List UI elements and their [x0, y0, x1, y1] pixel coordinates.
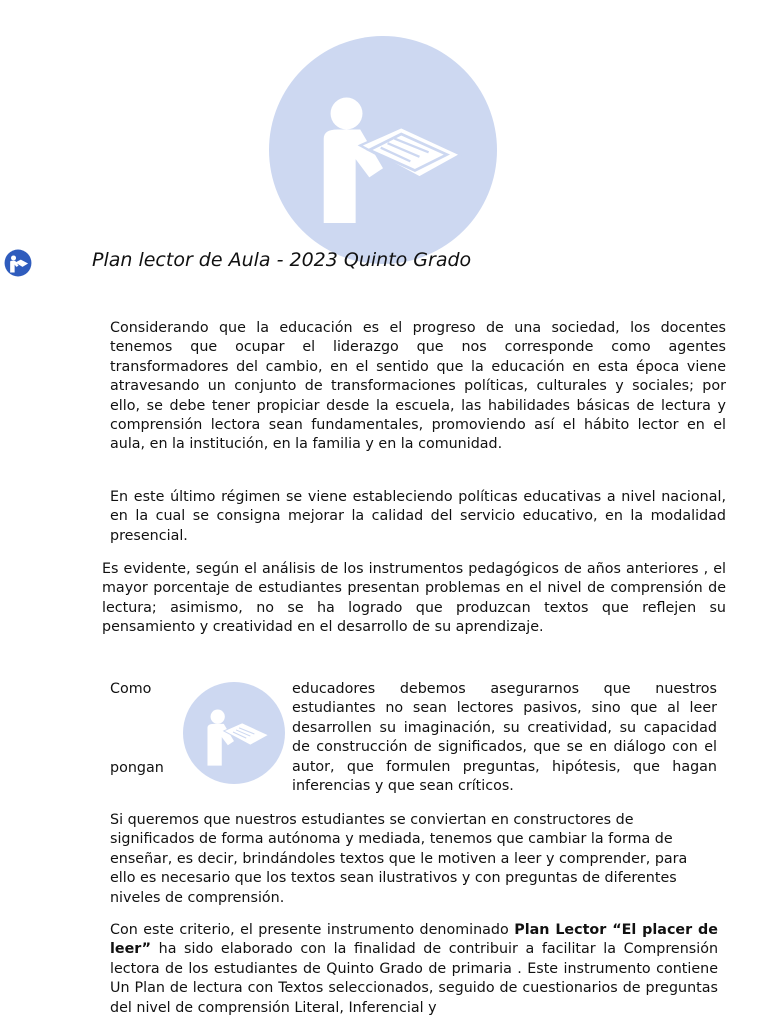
paragraph-1: Considerando que la educación es el progreso de una sociedad, los docentes tenemos que ocupar el liderazgo que nos corresponde como agentes transformadores del cambio, en el sentido que la educación en esta época viene atravesando un conjunto de transformaciones políticas, culturales y sociales; por ello, se debe tener propiciar desde la escuela, las habilidades básicas de lectura y comprensión lectora sean fundamentales, promoviendo así el hábito lector en el aula, en la institución, en la familia y en la comunidad.	[110, 320, 726, 453]
paragraph-3: Es evidente, según el análisis de los instrumentos pedagógicos de años anteriores , el mayor porcentaje de estudiantes presentan problemas en el nivel de comprensión de lectura; asimismo, no se ha logrado que produzcan textos que reflejen su pensamiento y creatividad en el desarrollo de su aprendizaje.	[102, 561, 726, 636]
wrap-left-word-top: Como	[110, 681, 152, 697]
reading-person-logo-icon	[269, 36, 497, 264]
paragraph-6-intro: Con este criterio, el presente instrumento denominado	[110, 922, 515, 938]
reading-person-small-icon	[3, 249, 33, 277]
reading-person-mid-icon	[183, 682, 285, 784]
paragraph-6-rest: ha sido elaborado con la finalidad de contribuir a facilitar la Comprensión lectora de los estudiantes de Quinto Grado de primaria . Este instrumento contiene Un Plan de lectura con Textos seleccionados, seguido de cuestionarios de preguntas del nivel de comprensión Literal, Inferencial y	[110, 941, 718, 1016]
paragraph-6	[110, 921, 718, 1018]
page-title: Plan lector de Aula - 2023 Quinto Grado	[92, 249, 472, 271]
plan-lector-name: Plan Lector “El placer de leer”	[110, 922, 718, 958]
paragraph-2: En este último régimen se viene estableciendo políticas educativas a nivel nacional, en la cual se consigna mejorar la calidad del servicio educativo, en la modalidad presencial.	[110, 489, 726, 544]
paragraph-5: Si queremos que nuestros estudiantes se conviertan en constructores de significados de forma autónoma y mediada, tenemos que cambiar la forma de enseñar, es decir, brindándoles textos que le motiven a leer y comprender, para ello es necesario que los textos sean ilustrativos y con preguntas de diferentes niveles de comprensión.	[110, 812, 688, 906]
wrap-left-word-bottom: pongan	[110, 760, 164, 776]
paragraph-4-wrap: educadores debemos asegurarnos que nuestros estudiantes no sean lectores pasivos, sino que al leer desarrollen su imaginación, su creatividad, su capacidad de construcción de significados, que se en diálogo con el autor, que formulen preguntas, hipótesis, que hagan inferencias y que sean críticos.	[292, 681, 717, 795]
